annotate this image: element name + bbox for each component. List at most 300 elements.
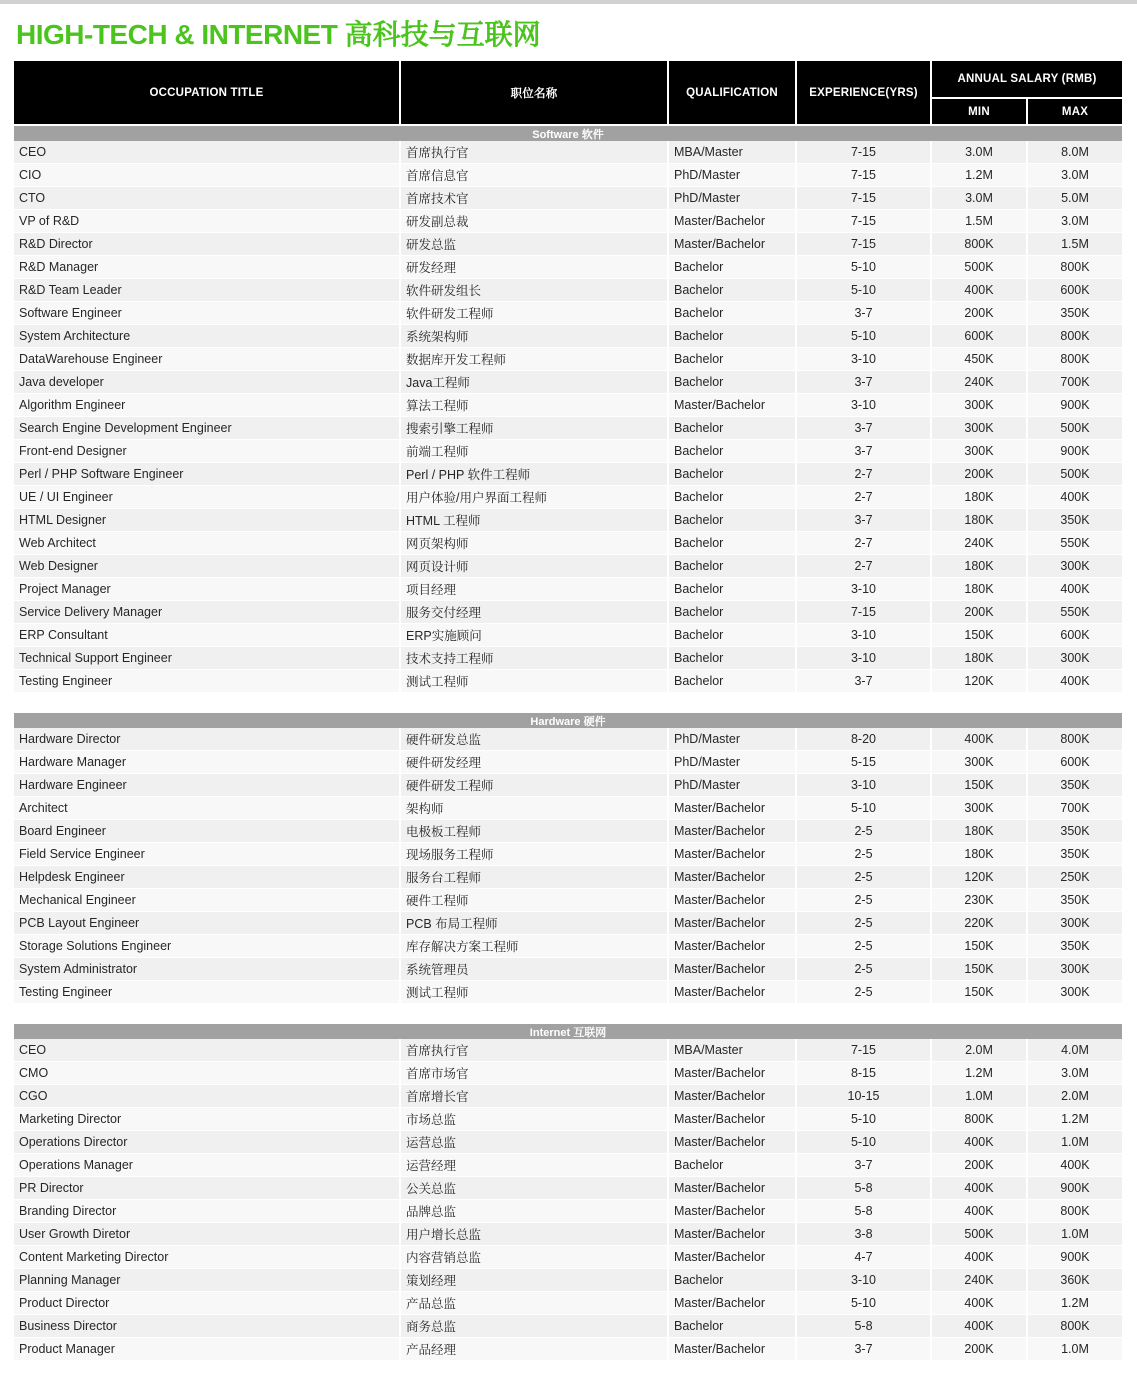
table-sections xyxy=(14,126,1122,1361)
cell-name-zh: 首席执行官 xyxy=(401,1039,667,1062)
cell-experience: 2-5 xyxy=(797,820,930,843)
cell-qualification: Master/Bachelor xyxy=(669,1085,795,1108)
cell-occupation-title: Operations Director xyxy=(14,1131,399,1154)
cell-name-zh: 库存解决方案工程师 xyxy=(401,935,667,958)
cell-name-zh: 系统管理员 xyxy=(401,958,667,981)
cell-qualification: Bachelor xyxy=(669,601,795,624)
cell-name-zh: 硬件工程师 xyxy=(401,889,667,912)
cell-occupation-title: Field Service Engineer xyxy=(14,843,399,866)
cell-name-zh: 网页架构师 xyxy=(401,532,667,555)
cell-salary-max: 350K xyxy=(1028,843,1122,866)
cell-salary-max: 800K xyxy=(1028,256,1122,279)
cell-experience: 7-15 xyxy=(797,601,930,624)
cell-salary-min: 400K xyxy=(932,279,1026,302)
cell-experience: 3-7 xyxy=(797,302,930,325)
cell-qualification: Bachelor xyxy=(669,256,795,279)
cell-salary-max: 400K xyxy=(1028,670,1122,693)
page-title-en: HIGH-TECH & INTERNET xyxy=(16,19,338,50)
cell-occupation-title: DataWarehouse Engineer xyxy=(14,348,399,371)
cell-name-zh: 前端工程师 xyxy=(401,440,667,463)
cell-qualification: Bachelor xyxy=(669,463,795,486)
cell-experience: 3-7 xyxy=(797,670,930,693)
cell-name-zh: 服务交付经理 xyxy=(401,601,667,624)
cell-salary-max: 1.5M xyxy=(1028,233,1122,256)
cell-experience: 2-5 xyxy=(797,889,930,912)
cell-salary-min: 180K xyxy=(932,555,1026,578)
cell-salary-max: 900K xyxy=(1028,1246,1122,1269)
cell-name-zh: 运营经理 xyxy=(401,1154,667,1177)
cell-occupation-title: Testing Engineer xyxy=(14,670,399,693)
cell-salary-min: 400K xyxy=(932,1292,1026,1315)
cell-experience: 8-20 xyxy=(797,728,930,751)
cell-occupation-title: Planning Manager xyxy=(14,1269,399,1292)
cell-salary-min: 200K xyxy=(932,302,1026,325)
cell-salary-min: 220K xyxy=(932,912,1026,935)
cell-salary-max: 300K xyxy=(1028,912,1122,935)
cell-salary-min: 300K xyxy=(932,440,1026,463)
cell-experience: 5-10 xyxy=(797,797,930,820)
cell-qualification: Master/Bachelor xyxy=(669,210,795,233)
cell-salary-max: 1.0M xyxy=(1028,1223,1122,1246)
cell-name-zh: 首席增长官 xyxy=(401,1085,667,1108)
cell-name-zh: 硬件研发经理 xyxy=(401,751,667,774)
cell-experience: 3-10 xyxy=(797,624,930,647)
cell-occupation-title: R&D Team Leader xyxy=(14,279,399,302)
cell-qualification: MBA/Master xyxy=(669,141,795,164)
cell-occupation-title: Service Delivery Manager xyxy=(14,601,399,624)
cell-name-zh: 服务台工程师 xyxy=(401,866,667,889)
cell-salary-min: 180K xyxy=(932,820,1026,843)
cell-experience: 3-10 xyxy=(797,647,930,670)
cell-salary-min: 300K xyxy=(932,417,1026,440)
cell-occupation-title: System Architecture xyxy=(14,325,399,348)
cell-occupation-title: CEO xyxy=(14,141,399,164)
cell-qualification: Bachelor xyxy=(669,624,795,647)
cell-experience: 2-5 xyxy=(797,935,930,958)
cell-experience: 5-10 xyxy=(797,325,930,348)
cell-experience: 5-8 xyxy=(797,1177,930,1200)
cell-qualification: Master/Bachelor xyxy=(669,912,795,935)
cell-salary-min: 200K xyxy=(932,601,1026,624)
cell-name-zh: 用户增长总监 xyxy=(401,1223,667,1246)
cell-experience: 8-15 xyxy=(797,1062,930,1085)
cell-qualification: Master/Bachelor xyxy=(669,1177,795,1200)
section-header: Hardware 硬件 xyxy=(14,713,1122,728)
cell-experience: 5-10 xyxy=(797,1108,930,1131)
cell-name-zh: 用户体验/用户界面工程师 xyxy=(401,486,667,509)
cell-name-zh: 研发经理 xyxy=(401,256,667,279)
cell-qualification: PhD/Master xyxy=(669,164,795,187)
cell-salary-max: 500K xyxy=(1028,463,1122,486)
cell-salary-min: 500K xyxy=(932,256,1026,279)
cell-salary-min: 600K xyxy=(932,325,1026,348)
cell-salary-min: 300K xyxy=(932,394,1026,417)
header-max: MAX xyxy=(1028,99,1122,124)
header-annual-salary: ANNUAL SALARY (RMB) xyxy=(932,61,1122,97)
cell-experience: 7-15 xyxy=(797,187,930,210)
cell-salary-max: 1.0M xyxy=(1028,1131,1122,1154)
cell-salary-max: 2.0M xyxy=(1028,1085,1122,1108)
cell-qualification: PhD/Master xyxy=(669,187,795,210)
cell-salary-min: 180K xyxy=(932,843,1026,866)
cell-qualification: Master/Bachelor xyxy=(669,1338,795,1361)
cell-experience: 2-7 xyxy=(797,532,930,555)
cell-name-zh: 测试工程师 xyxy=(401,670,667,693)
cell-experience: 3-7 xyxy=(797,509,930,532)
cell-salary-min: 300K xyxy=(932,797,1026,820)
cell-salary-min: 180K xyxy=(932,486,1026,509)
cell-salary-min: 800K xyxy=(932,1108,1026,1131)
cell-salary-min: 150K xyxy=(932,774,1026,797)
cell-occupation-title: CGO xyxy=(14,1085,399,1108)
cell-occupation-title: Content Marketing Director xyxy=(14,1246,399,1269)
cell-salary-max: 400K xyxy=(1028,1154,1122,1177)
cell-salary-min: 400K xyxy=(932,1177,1026,1200)
cell-occupation-title: Hardware Manager xyxy=(14,751,399,774)
section-header: Internet 互联网 xyxy=(14,1024,1122,1039)
cell-salary-min: 150K xyxy=(932,981,1026,1004)
cell-qualification: Bachelor xyxy=(669,647,795,670)
cell-experience: 3-8 xyxy=(797,1223,930,1246)
cell-salary-max: 300K xyxy=(1028,958,1122,981)
cell-experience: 5-8 xyxy=(797,1315,930,1338)
cell-name-zh: 首席技术官 xyxy=(401,187,667,210)
cell-name-zh: 研发总监 xyxy=(401,233,667,256)
cell-salary-min: 1.2M xyxy=(932,1062,1026,1085)
cell-occupation-title: PCB Layout Engineer xyxy=(14,912,399,935)
cell-experience: 7-15 xyxy=(797,210,930,233)
cell-salary-max: 800K xyxy=(1028,728,1122,751)
cell-name-zh: 品牌总监 xyxy=(401,1200,667,1223)
cell-salary-max: 8.0M xyxy=(1028,141,1122,164)
cell-qualification: Bachelor xyxy=(669,440,795,463)
cell-salary-max: 1.0M xyxy=(1028,1338,1122,1361)
cell-name-zh: HTML 工程师 xyxy=(401,509,667,532)
cell-salary-max: 600K xyxy=(1028,279,1122,302)
cell-occupation-title: R&D Director xyxy=(14,233,399,256)
cell-qualification: Bachelor xyxy=(669,279,795,302)
cell-qualification: Master/Bachelor xyxy=(669,233,795,256)
cell-salary-min: 120K xyxy=(932,670,1026,693)
header-name-zh: 职位名称 xyxy=(401,61,667,124)
cell-salary-min: 240K xyxy=(932,371,1026,394)
cell-salary-max: 3.0M xyxy=(1028,1062,1122,1085)
cell-name-zh: 软件研发组长 xyxy=(401,279,667,302)
cell-salary-max: 900K xyxy=(1028,1177,1122,1200)
cell-experience: 3-7 xyxy=(797,417,930,440)
cell-name-zh: 研发副总裁 xyxy=(401,210,667,233)
section-rows xyxy=(14,1039,1122,1361)
cell-name-zh: Java工程师 xyxy=(401,371,667,394)
salary-table xyxy=(14,61,1122,1361)
cell-occupation-title: PR Director xyxy=(14,1177,399,1200)
section-rows xyxy=(14,141,1122,693)
cell-occupation-title: User Growth Diretor xyxy=(14,1223,399,1246)
cell-salary-max: 700K xyxy=(1028,371,1122,394)
cell-salary-min: 150K xyxy=(932,624,1026,647)
cell-experience: 10-15 xyxy=(797,1085,930,1108)
cell-salary-max: 1.2M xyxy=(1028,1292,1122,1315)
cell-name-zh: 项目经理 xyxy=(401,578,667,601)
cell-qualification: Master/Bachelor xyxy=(669,1223,795,1246)
cell-experience: 2-5 xyxy=(797,981,930,1004)
cell-salary-min: 400K xyxy=(932,1131,1026,1154)
cell-qualification: Bachelor xyxy=(669,348,795,371)
cell-salary-max: 800K xyxy=(1028,1200,1122,1223)
cell-occupation-title: UE / UI Engineer xyxy=(14,486,399,509)
cell-name-zh: 公关总监 xyxy=(401,1177,667,1200)
cell-qualification: Master/Bachelor xyxy=(669,1200,795,1223)
cell-name-zh: ERP实施顾问 xyxy=(401,624,667,647)
cell-occupation-title: Testing Engineer xyxy=(14,981,399,1004)
cell-experience: 7-15 xyxy=(797,233,930,256)
cell-qualification: Bachelor xyxy=(669,417,795,440)
cell-salary-min: 200K xyxy=(932,1154,1026,1177)
cell-salary-max: 550K xyxy=(1028,532,1122,555)
cell-name-zh: PCB 布局工程师 xyxy=(401,912,667,935)
cell-qualification: Bachelor xyxy=(669,670,795,693)
cell-experience: 5-10 xyxy=(797,256,930,279)
cell-salary-max: 3.0M xyxy=(1028,210,1122,233)
cell-name-zh: 技术支持工程师 xyxy=(401,647,667,670)
header-experience: EXPERIENCE(YRS) xyxy=(797,61,930,124)
cell-qualification: Master/Bachelor xyxy=(669,1108,795,1131)
cell-salary-max: 350K xyxy=(1028,509,1122,532)
cell-occupation-title: Software Engineer xyxy=(14,302,399,325)
header-qualification: QUALIFICATION xyxy=(669,61,795,124)
cell-salary-max: 800K xyxy=(1028,348,1122,371)
cell-experience: 2-7 xyxy=(797,463,930,486)
cell-salary-min: 400K xyxy=(932,1246,1026,1269)
cell-name-zh: Perl / PHP 软件工程师 xyxy=(401,463,667,486)
cell-occupation-title: ERP Consultant xyxy=(14,624,399,647)
cell-qualification: Bachelor xyxy=(669,371,795,394)
cell-qualification: Master/Bachelor xyxy=(669,797,795,820)
cell-qualification: Master/Bachelor xyxy=(669,981,795,1004)
cell-experience: 2-5 xyxy=(797,958,930,981)
cell-occupation-title: Search Engine Development Engineer xyxy=(14,417,399,440)
page-title xyxy=(16,20,1137,50)
cell-experience: 7-15 xyxy=(797,1039,930,1062)
cell-occupation-title: Storage Solutions Engineer xyxy=(14,935,399,958)
cell-salary-min: 180K xyxy=(932,578,1026,601)
cell-experience: 2-5 xyxy=(797,912,930,935)
cell-salary-min: 120K xyxy=(932,866,1026,889)
cell-name-zh: 内容营销总监 xyxy=(401,1246,667,1269)
cell-occupation-title: Product Director xyxy=(14,1292,399,1315)
cell-experience: 5-15 xyxy=(797,751,930,774)
cell-salary-min: 400K xyxy=(932,1315,1026,1338)
cell-name-zh: 搜索引擎工程师 xyxy=(401,417,667,440)
cell-salary-min: 150K xyxy=(932,935,1026,958)
cell-qualification: Master/Bachelor xyxy=(669,1292,795,1315)
cell-experience: 5-8 xyxy=(797,1200,930,1223)
table-header xyxy=(14,61,1122,124)
cell-salary-max: 350K xyxy=(1028,889,1122,912)
cell-qualification: MBA/Master xyxy=(669,1039,795,1062)
section-rows xyxy=(14,728,1122,1004)
cell-salary-max: 600K xyxy=(1028,624,1122,647)
cell-experience: 3-10 xyxy=(797,394,930,417)
cell-name-zh: 运营总监 xyxy=(401,1131,667,1154)
cell-salary-max: 250K xyxy=(1028,866,1122,889)
cell-salary-min: 150K xyxy=(932,958,1026,981)
cell-name-zh: 商务总监 xyxy=(401,1315,667,1338)
cell-occupation-title: CEO xyxy=(14,1039,399,1062)
cell-salary-min: 1.5M xyxy=(932,210,1026,233)
cell-qualification: Bachelor xyxy=(669,1315,795,1338)
cell-occupation-title: Hardware Director xyxy=(14,728,399,751)
cell-salary-max: 1.2M xyxy=(1028,1108,1122,1131)
cell-qualification: Bachelor xyxy=(669,555,795,578)
cell-occupation-title: Branding Director xyxy=(14,1200,399,1223)
cell-salary-max: 500K xyxy=(1028,417,1122,440)
cell-occupation-title: Product Manager xyxy=(14,1338,399,1361)
cell-occupation-title: System Administrator xyxy=(14,958,399,981)
cell-experience: 2-5 xyxy=(797,843,930,866)
cell-qualification: PhD/Master xyxy=(669,728,795,751)
cell-name-zh: 数据库开发工程师 xyxy=(401,348,667,371)
cell-name-zh: 产品总监 xyxy=(401,1292,667,1315)
cell-qualification: Bachelor xyxy=(669,1154,795,1177)
cell-experience: 3-7 xyxy=(797,1338,930,1361)
cell-occupation-title: Board Engineer xyxy=(14,820,399,843)
cell-name-zh: 硬件研发工程师 xyxy=(401,774,667,797)
cell-occupation-title: R&D Manager xyxy=(14,256,399,279)
cell-name-zh: 网页设计师 xyxy=(401,555,667,578)
cell-salary-max: 700K xyxy=(1028,797,1122,820)
cell-salary-max: 350K xyxy=(1028,302,1122,325)
cell-experience: 5-10 xyxy=(797,279,930,302)
cell-salary-min: 180K xyxy=(932,647,1026,670)
cell-salary-min: 400K xyxy=(932,1200,1026,1223)
cell-occupation-title: Front-end Designer xyxy=(14,440,399,463)
cell-experience: 3-10 xyxy=(797,578,930,601)
cell-qualification: Bachelor xyxy=(669,486,795,509)
cell-salary-max: 350K xyxy=(1028,935,1122,958)
cell-salary-max: 800K xyxy=(1028,1315,1122,1338)
cell-qualification: Bachelor xyxy=(669,578,795,601)
cell-occupation-title: Project Manager xyxy=(14,578,399,601)
cell-qualification: Master/Bachelor xyxy=(669,935,795,958)
cell-salary-max: 600K xyxy=(1028,751,1122,774)
cell-name-zh: 首席信息官 xyxy=(401,164,667,187)
cell-salary-max: 300K xyxy=(1028,555,1122,578)
cell-experience: 5-10 xyxy=(797,1131,930,1154)
cell-occupation-title: VP of R&D xyxy=(14,210,399,233)
cell-salary-min: 2.0M xyxy=(932,1039,1026,1062)
cell-salary-max: 350K xyxy=(1028,820,1122,843)
cell-name-zh: 硬件研发总监 xyxy=(401,728,667,751)
cell-occupation-title: Business Director xyxy=(14,1315,399,1338)
cell-salary-max: 300K xyxy=(1028,647,1122,670)
cell-occupation-title: Hardware Engineer xyxy=(14,774,399,797)
cell-qualification: Bachelor xyxy=(669,325,795,348)
cell-occupation-title: Algorithm Engineer xyxy=(14,394,399,417)
cell-name-zh: 软件研发工程师 xyxy=(401,302,667,325)
cell-experience: 3-10 xyxy=(797,348,930,371)
cell-qualification: Master/Bachelor xyxy=(669,1246,795,1269)
cell-occupation-title: CTO xyxy=(14,187,399,210)
cell-qualification: Bachelor xyxy=(669,1269,795,1292)
cell-salary-min: 400K xyxy=(932,728,1026,751)
cell-occupation-title: CMO xyxy=(14,1062,399,1085)
cell-name-zh: 架构师 xyxy=(401,797,667,820)
cell-salary-min: 1.2M xyxy=(932,164,1026,187)
cell-experience: 5-10 xyxy=(797,1292,930,1315)
cell-occupation-title: Perl / PHP Software Engineer xyxy=(14,463,399,486)
cell-experience: 2-5 xyxy=(797,866,930,889)
cell-qualification: Master/Bachelor xyxy=(669,394,795,417)
cell-occupation-title: Operations Manager xyxy=(14,1154,399,1177)
cell-name-zh: 产品经理 xyxy=(401,1338,667,1361)
cell-occupation-title: Technical Support Engineer xyxy=(14,647,399,670)
cell-salary-min: 500K xyxy=(932,1223,1026,1246)
cell-name-zh: 算法工程师 xyxy=(401,394,667,417)
cell-salary-min: 300K xyxy=(932,751,1026,774)
cell-qualification: Master/Bachelor xyxy=(669,1062,795,1085)
cell-salary-min: 450K xyxy=(932,348,1026,371)
cell-salary-min: 800K xyxy=(932,233,1026,256)
section-header: Software 软件 xyxy=(14,126,1122,141)
cell-occupation-title: Helpdesk Engineer xyxy=(14,866,399,889)
cell-salary-max: 350K xyxy=(1028,774,1122,797)
cell-salary-max: 900K xyxy=(1028,394,1122,417)
cell-experience: 3-10 xyxy=(797,1269,930,1292)
cell-occupation-title: HTML Designer xyxy=(14,509,399,532)
cell-name-zh: 现场服务工程师 xyxy=(401,843,667,866)
cell-salary-max: 360K xyxy=(1028,1269,1122,1292)
cell-name-zh: 测试工程师 xyxy=(401,981,667,1004)
cell-salary-max: 5.0M xyxy=(1028,187,1122,210)
cell-occupation-title: CIO xyxy=(14,164,399,187)
cell-experience: 4-7 xyxy=(797,1246,930,1269)
cell-salary-max: 3.0M xyxy=(1028,164,1122,187)
cell-experience: 3-7 xyxy=(797,371,930,394)
cell-salary-max: 400K xyxy=(1028,486,1122,509)
cell-qualification: Bachelor xyxy=(669,302,795,325)
cell-name-zh: 首席市场官 xyxy=(401,1062,667,1085)
cell-qualification: Master/Bachelor xyxy=(669,1131,795,1154)
cell-salary-min: 230K xyxy=(932,889,1026,912)
cell-salary-min: 3.0M xyxy=(932,141,1026,164)
cell-qualification: Bachelor xyxy=(669,532,795,555)
cell-qualification: Master/Bachelor xyxy=(669,958,795,981)
cell-salary-max: 300K xyxy=(1028,981,1122,1004)
cell-name-zh: 市场总监 xyxy=(401,1108,667,1131)
cell-salary-min: 180K xyxy=(932,509,1026,532)
cell-name-zh: 策划经理 xyxy=(401,1269,667,1292)
cell-salary-max: 550K xyxy=(1028,601,1122,624)
cell-qualification: PhD/Master xyxy=(669,774,795,797)
cell-occupation-title: Java developer xyxy=(14,371,399,394)
cell-occupation-title: Web Architect xyxy=(14,532,399,555)
cell-salary-min: 200K xyxy=(932,1338,1026,1361)
cell-qualification: Master/Bachelor xyxy=(669,843,795,866)
cell-occupation-title: Web Designer xyxy=(14,555,399,578)
cell-experience: 3-10 xyxy=(797,774,930,797)
cell-salary-min: 3.0M xyxy=(932,187,1026,210)
cell-qualification: Master/Bachelor xyxy=(669,820,795,843)
cell-salary-max: 900K xyxy=(1028,440,1122,463)
page-top-border xyxy=(0,0,1137,4)
cell-qualification: Master/Bachelor xyxy=(669,889,795,912)
cell-experience: 2-7 xyxy=(797,555,930,578)
cell-experience: 7-15 xyxy=(797,164,930,187)
cell-salary-min: 1.0M xyxy=(932,1085,1026,1108)
cell-qualification: Master/Bachelor xyxy=(669,866,795,889)
cell-salary-min: 240K xyxy=(932,532,1026,555)
